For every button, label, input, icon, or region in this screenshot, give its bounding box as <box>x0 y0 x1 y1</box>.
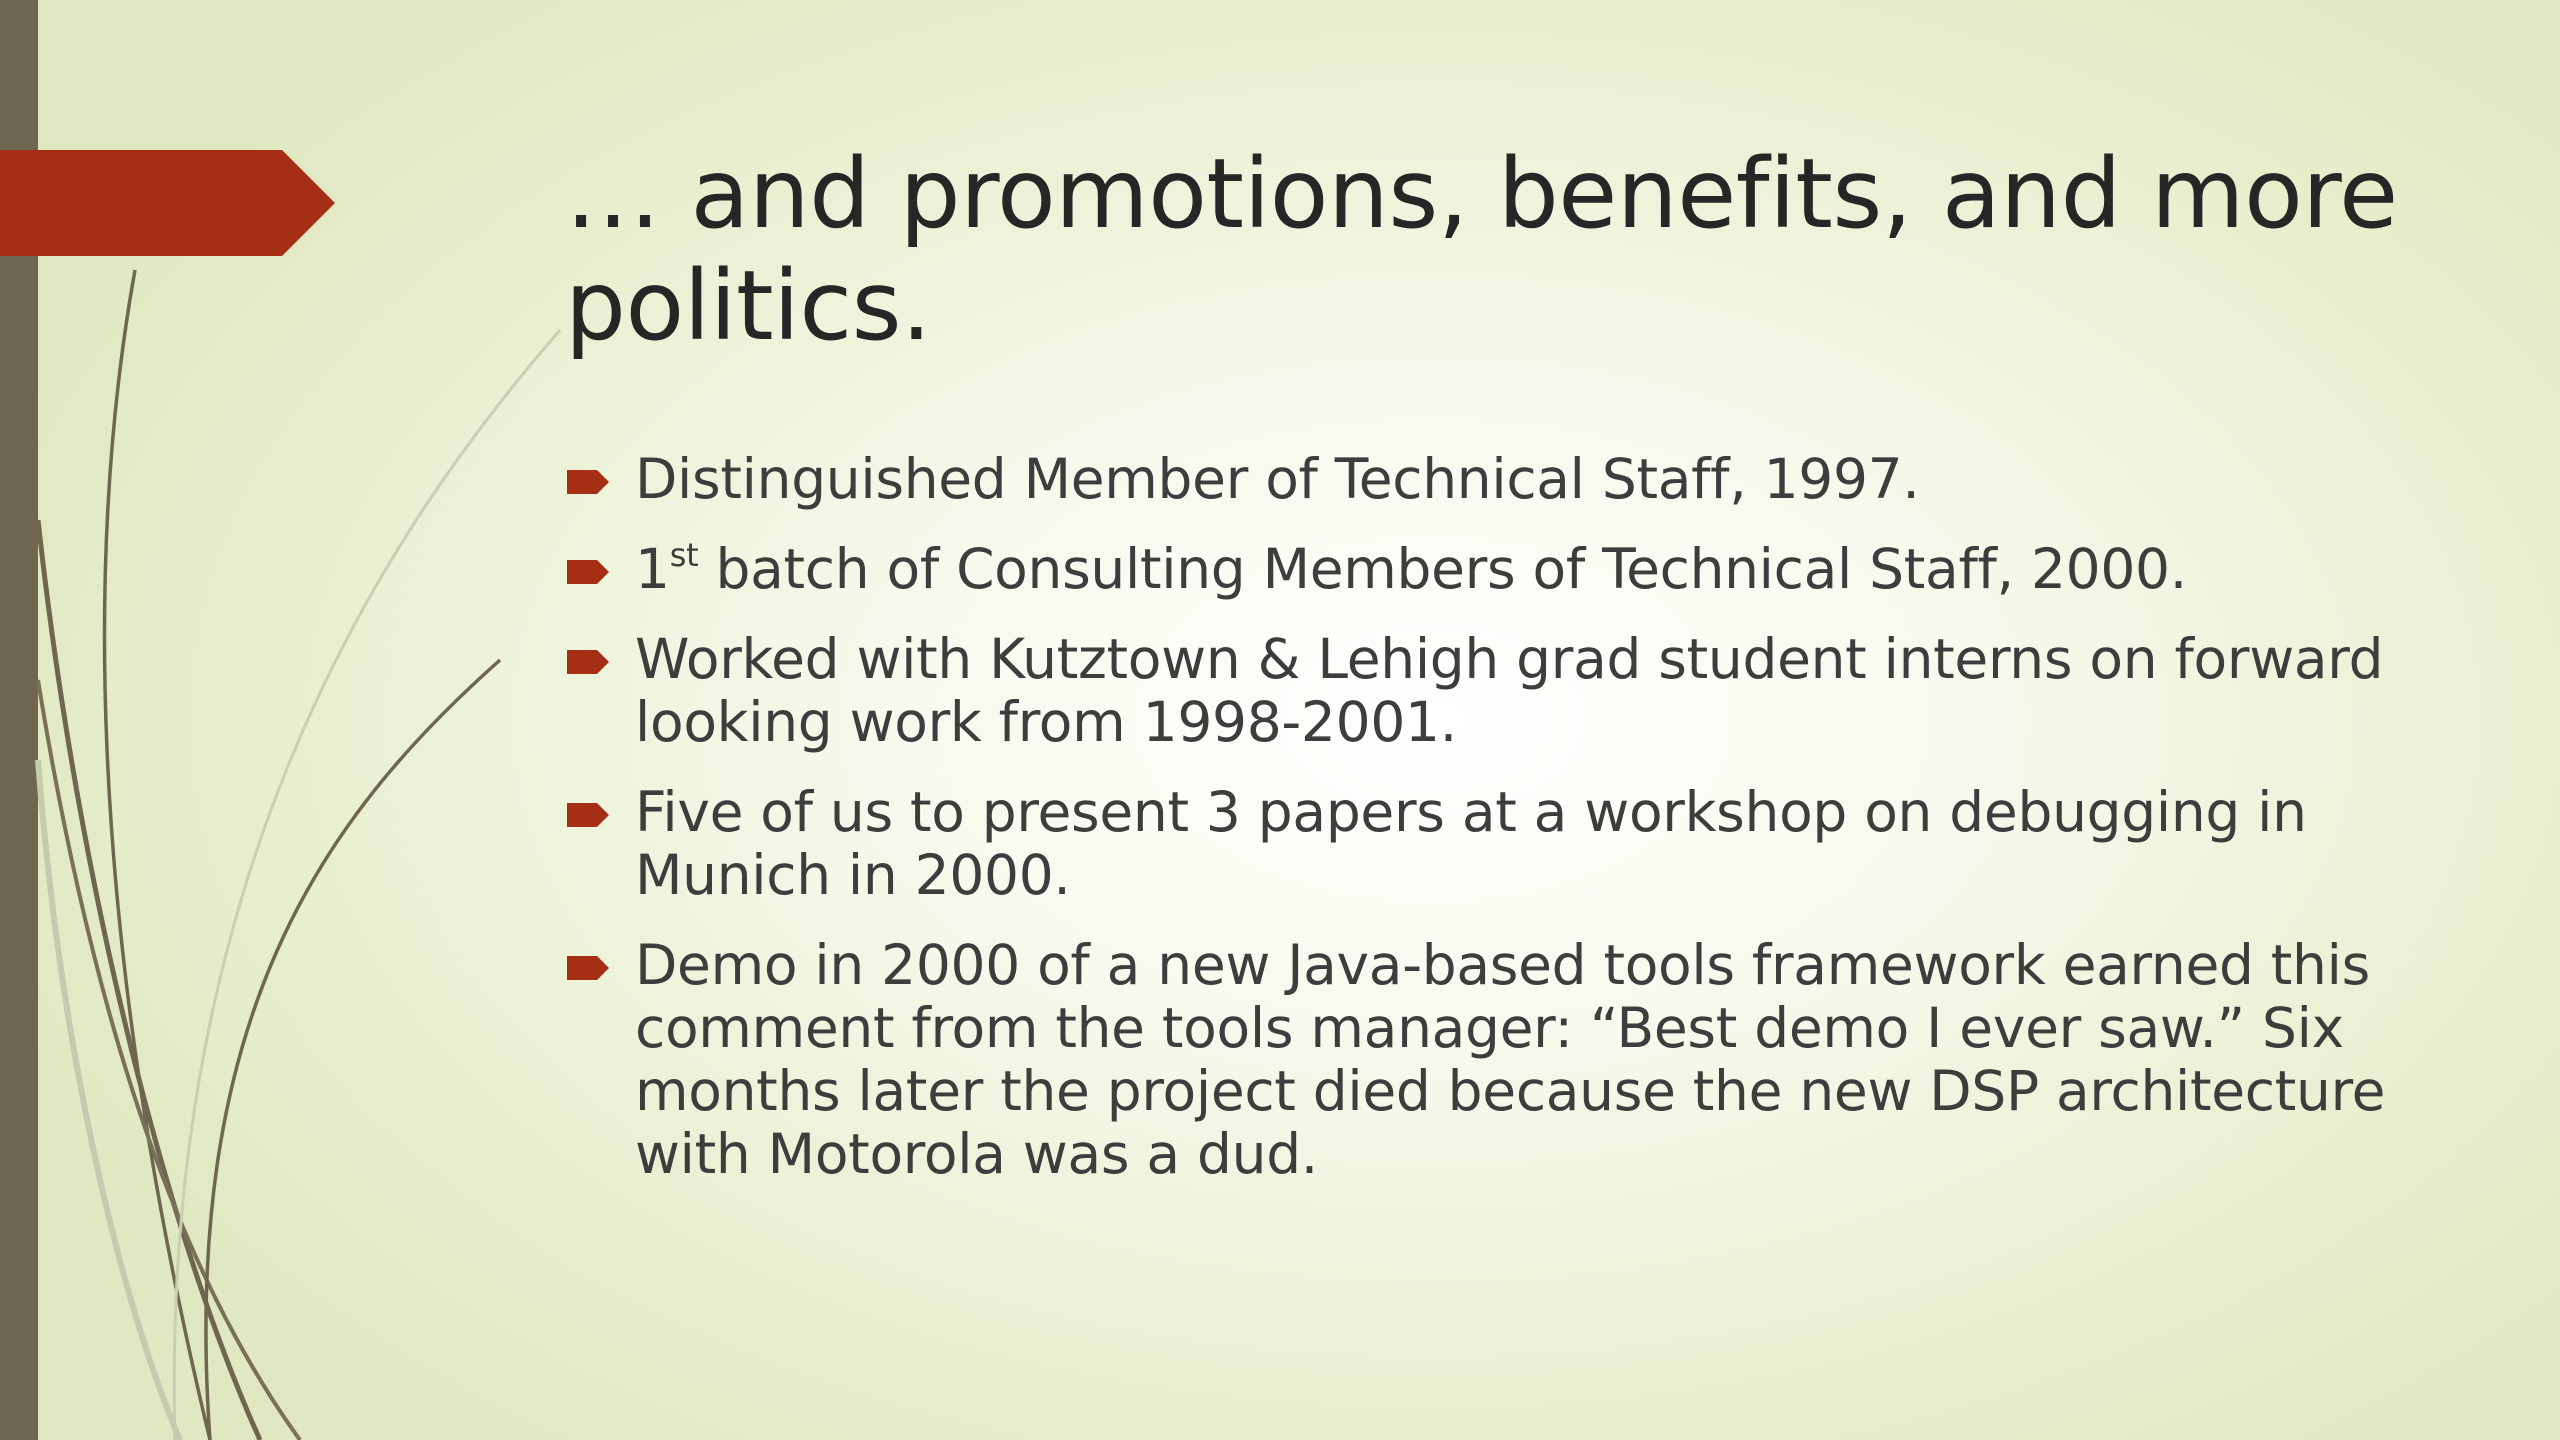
accent-arrow-tab <box>0 150 335 256</box>
bullet-text: Distinguished Member of Technical Staff, 1997. <box>635 447 1920 511</box>
bullet-arrow-icon <box>567 650 609 674</box>
bullet-arrow-icon <box>567 956 609 980</box>
bullet-arrow-icon <box>567 470 609 494</box>
bullet-item <box>565 448 2395 511</box>
bullet-text: Five of us to present 3 papers at a workshop on debugging in Munich in 2000. <box>635 780 2307 907</box>
bullet-arrow-icon <box>567 803 609 827</box>
bullet-item <box>565 538 2395 601</box>
bullet-arrow-icon <box>567 560 609 584</box>
bullet-item <box>565 781 2395 907</box>
bullet-text: batch of Consulting Members of Technical Staff, 2000. <box>698 537 2187 601</box>
bullet-item <box>565 934 2395 1186</box>
bullet-list <box>565 448 2395 1213</box>
bullet-text-superscript: st <box>669 536 699 574</box>
bullet-text-number: 1 <box>635 537 670 601</box>
bullet-item <box>565 628 2395 754</box>
bullet-text: Demo in 2000 of a new Java-based tools framework earned this comment from the tools manager: “Best demo I ever saw.” Six months later the project died because the new DSP architecture with Motorola was a dud. <box>635 933 2386 1186</box>
slide-title: … and promotions, benefits, and more politics. <box>565 138 2398 362</box>
bullet-text: Worked with Kutztown & Lehigh grad student interns on forward looking work from 1998-2001. <box>635 627 2384 754</box>
